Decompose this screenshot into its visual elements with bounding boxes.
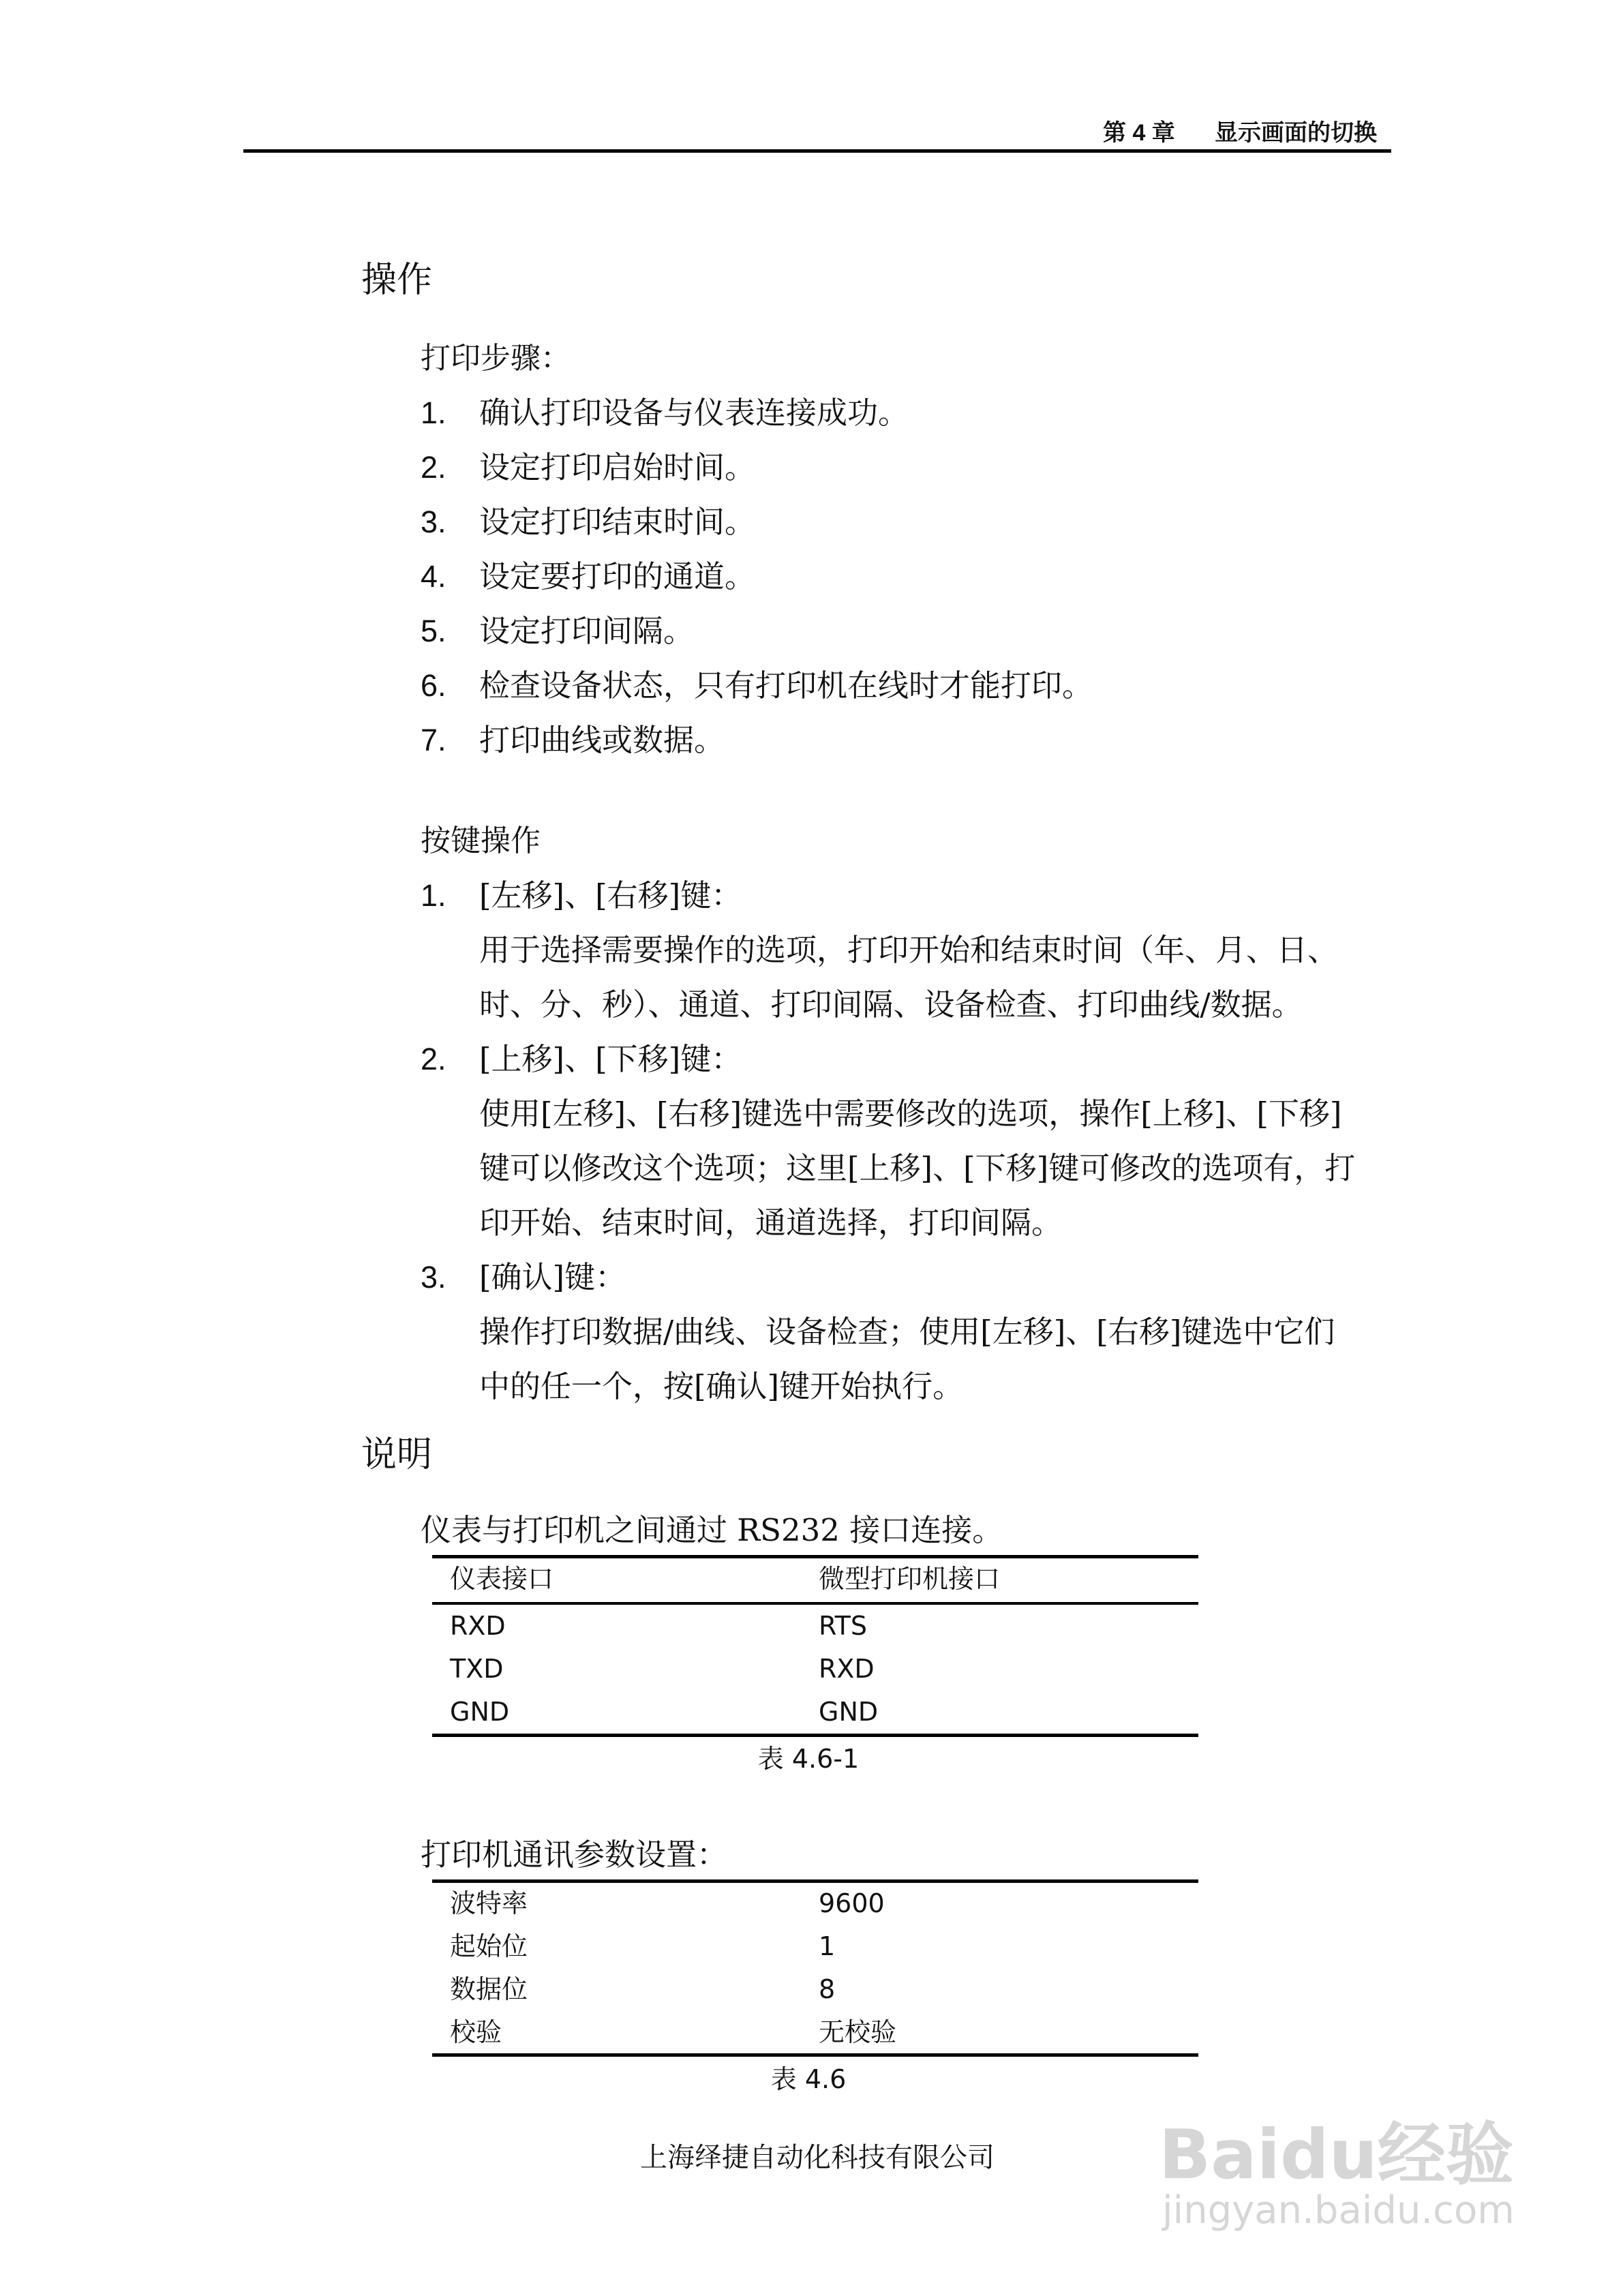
key-item-label: [确认]键： bbox=[479, 1259, 626, 1295]
list-item-number: 2. bbox=[421, 450, 446, 485]
table1-cell: RTS bbox=[819, 1611, 867, 1641]
table2-cell: 数据位 bbox=[450, 1974, 528, 2004]
list-item-text: 打印曲线或数据。 bbox=[479, 722, 725, 758]
table2-cell: 波特率 bbox=[450, 1888, 528, 1918]
section-heading-notes: 说明 bbox=[361, 1434, 433, 1475]
table1-cell: GND bbox=[819, 1697, 879, 1727]
list-item-text: 设定打印结束时间。 bbox=[479, 504, 756, 540]
header-rule bbox=[243, 149, 1391, 153]
key-item-description: 使用[左移]、[右移]键选中需要修改的选项，操作[上移]、[下移] bbox=[479, 1096, 1342, 1132]
list-item-number: 5. bbox=[421, 614, 446, 648]
table2-cell: 9600 bbox=[819, 1888, 885, 1918]
list-item-number: 6. bbox=[421, 668, 446, 703]
table2-cell: 校验 bbox=[450, 2017, 502, 2047]
list-item-text: 设定打印间隔。 bbox=[479, 613, 695, 649]
table2-bottom-rule bbox=[432, 2053, 1198, 2057]
key-item-description: 用于选择需要操作的选项，打印开始和结束时间（年、月、日、 bbox=[479, 932, 1339, 968]
list-item-text: 检查设备状态，只有打印机在线时才能打印。 bbox=[479, 667, 1093, 704]
table1-header-col2: 微型打印机接口 bbox=[819, 1564, 1001, 1594]
table1-cell: RXD bbox=[450, 1611, 506, 1641]
table1-cell: TXD bbox=[450, 1654, 504, 1684]
notes-intro: 仪表与打印机之间通过 RS232 接口连接。 bbox=[421, 1512, 1003, 1548]
table1-cell: RXD bbox=[819, 1654, 875, 1684]
list-item-number: 7. bbox=[421, 723, 446, 757]
chapter-title: 显示画面的切换 bbox=[1215, 120, 1377, 146]
section-heading-operation: 操作 bbox=[361, 260, 433, 301]
chapter-number: 第 4 章 bbox=[1103, 120, 1175, 146]
key-item-label: [上移]、[下移]键： bbox=[479, 1041, 742, 1077]
table2-cell: 起始位 bbox=[450, 1931, 528, 1961]
key-ops-title: 按键操作 bbox=[421, 824, 541, 858]
key-item-number: 3. bbox=[421, 1260, 446, 1295]
list-item-number: 3. bbox=[421, 504, 446, 539]
key-item-description: 键可以修改这个选项；这里[上移]、[下移]键可修改的选项有，打 bbox=[479, 1150, 1356, 1186]
table1-caption: 表 4.6-1 bbox=[757, 1744, 860, 1774]
settings-title: 打印机通讯参数设置： bbox=[421, 1837, 728, 1873]
footer-company: 上海绎捷自动化科技有限公司 bbox=[640, 2142, 995, 2173]
key-item-label: [左移]、[右移]键： bbox=[479, 877, 742, 913]
list-item-number: 4. bbox=[421, 559, 446, 594]
table1-cell: GND bbox=[450, 1697, 510, 1727]
table2-top-rule bbox=[432, 1879, 1198, 1883]
key-item-description: 时、分、秒）、通道、打印间隔、设备检查、打印曲线/数据。 bbox=[479, 986, 1303, 1023]
baidu-watermark-url: jingyan.baidu.com bbox=[1162, 2188, 1515, 2233]
list-item-text: 设定打印启始时间。 bbox=[479, 449, 756, 485]
table2-cell: 1 bbox=[819, 1931, 836, 1961]
baidu-watermark-logo: Baidu经验 bbox=[1159, 2115, 1514, 2194]
table1-header-rule bbox=[432, 1602, 1198, 1605]
list-item-text: 确认打印设备与仪表连接成功。 bbox=[479, 395, 909, 431]
table1-header-col1: 仪表接口 bbox=[450, 1564, 554, 1594]
list-item-number: 1. bbox=[421, 395, 446, 430]
table2-caption: 表 4.6 bbox=[770, 2064, 847, 2094]
key-item-description: 中的任一个，按[确认]键开始执行。 bbox=[479, 1368, 964, 1404]
key-item-number: 2. bbox=[421, 1042, 446, 1076]
key-item-number: 1. bbox=[421, 878, 446, 913]
print-steps-title: 打印步骤： bbox=[421, 341, 571, 376]
key-item-description: 操作打印数据/曲线、设备检查；使用[左移]、[右移]键选中它们 bbox=[479, 1314, 1335, 1350]
table2-cell: 8 bbox=[819, 1974, 836, 2004]
table2-cell: 无校验 bbox=[819, 2017, 897, 2047]
key-item-description: 印开始、结束时间，通道选择，打印间隔。 bbox=[479, 1205, 1063, 1241]
list-item-text: 设定要打印的通道。 bbox=[479, 558, 756, 594]
table1-bottom-rule bbox=[432, 1734, 1198, 1737]
